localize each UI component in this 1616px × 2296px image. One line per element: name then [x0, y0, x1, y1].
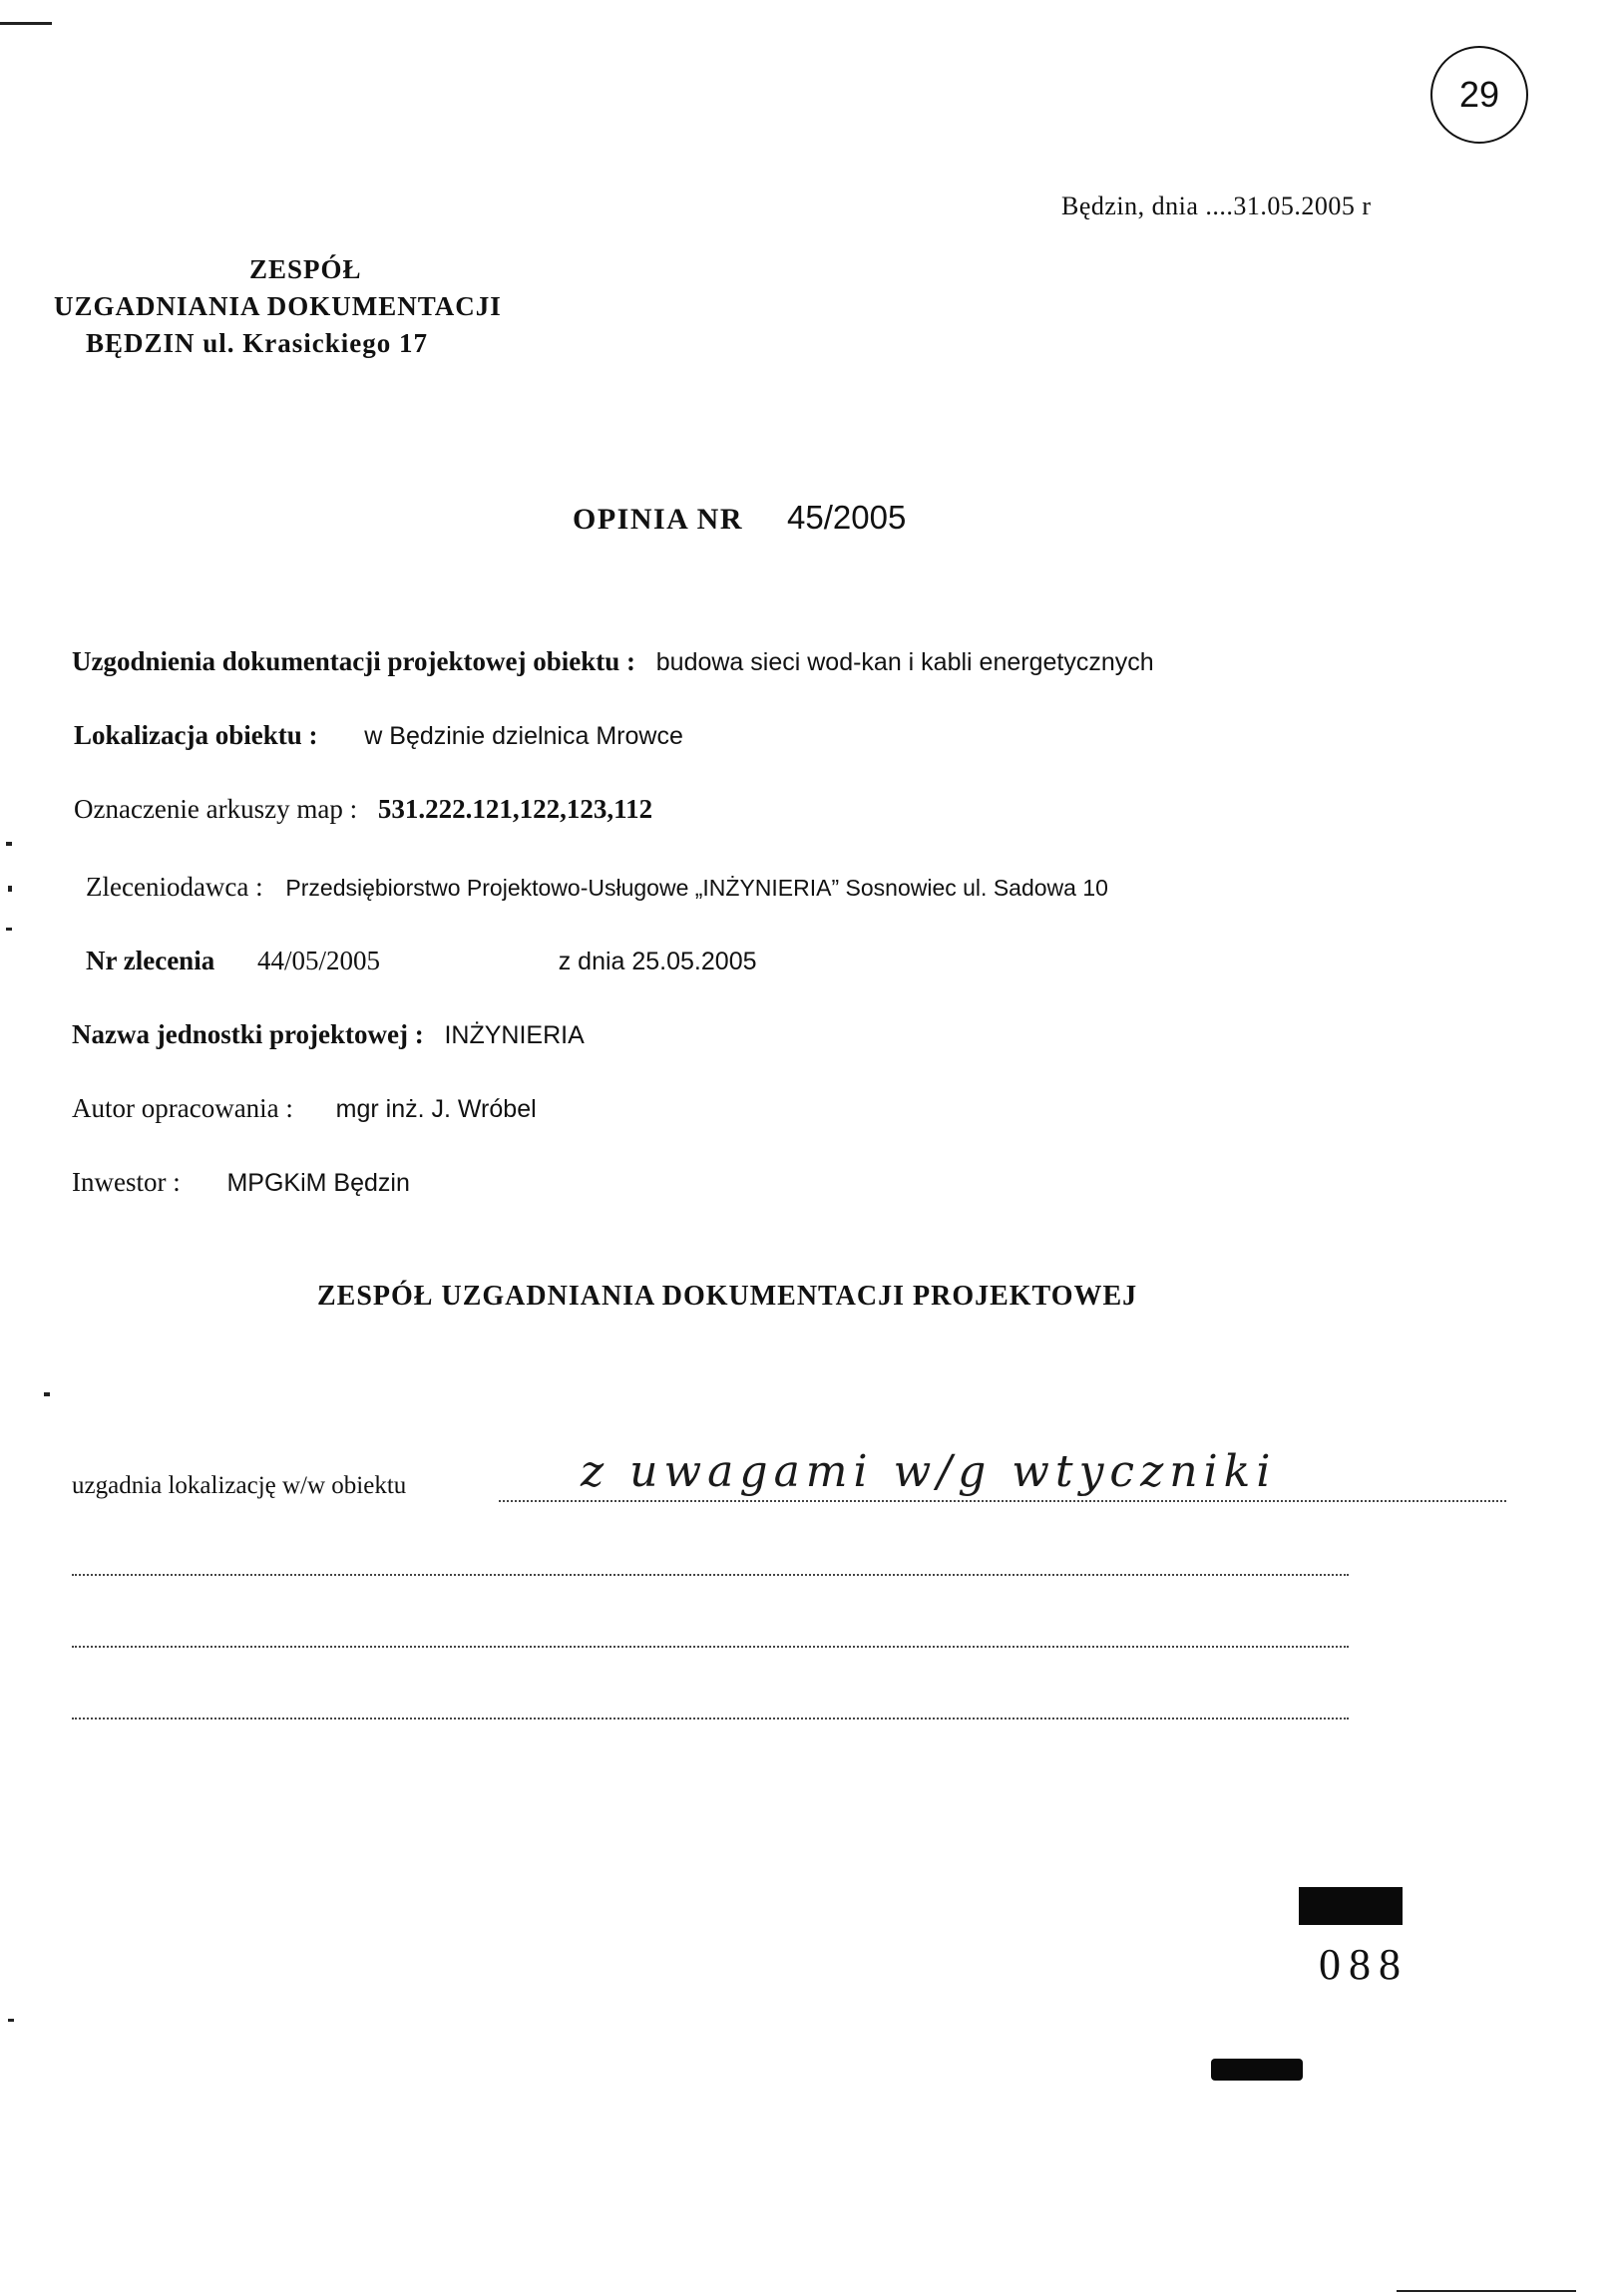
field-order-number	[86, 946, 757, 976]
scan-mark	[0, 22, 52, 25]
field-value: MPGKiM Będzin	[226, 1169, 410, 1197]
scan-mark	[1397, 2290, 1576, 2292]
opinion-label: OPINIA NR	[573, 503, 744, 536]
page-number-text: 29	[1458, 74, 1500, 115]
date-line: Będzin, dnia ....31.05.2005 r	[1061, 191, 1372, 220]
redaction-bar	[1299, 1887, 1403, 1925]
field-value: 44/05/2005	[256, 946, 380, 975]
field-value: 531.222.121,122,123,112	[377, 794, 653, 824]
field-value: Przedsiębiorstwo Projektowo-Usługowe „INŻYNIERIA” Sosnowiec ul. Sadowa 10	[285, 875, 1108, 901]
section-title: ZESPÓŁ UZGADNIANIA DOKUMENTACJI PROJEKTOWEJ	[317, 1281, 1138, 1312]
page-number	[1430, 46, 1528, 144]
stamp-number: 088	[1319, 1940, 1409, 1989]
field-value: INŻYNIERIA	[444, 1021, 585, 1049]
field-design-unit	[72, 1019, 585, 1050]
redaction-bar	[1211, 2059, 1303, 2081]
organization-city: BĘDZIN	[86, 328, 196, 358]
field-client	[86, 872, 1108, 903]
dotted-line	[72, 1646, 1349, 1648]
scan-mark	[6, 928, 12, 931]
field-value: mgr inż. J. Wróbel	[335, 1095, 537, 1123]
scan-mark	[8, 2019, 14, 2022]
field-label: Zleceniodawca :	[86, 872, 263, 902]
field-label: Nazwa jednostki projektowej :	[72, 1019, 424, 1049]
field-map-sheets	[74, 794, 652, 825]
field-investor	[72, 1167, 410, 1198]
field-label: Oznaczenie arkuszy map :	[74, 794, 358, 824]
dotted-line	[72, 1574, 1349, 1576]
organization-address: ul. Krasickiego 17	[195, 328, 429, 358]
field-label: Uzgodnienia dokumentacji projektowej obiektu :	[72, 646, 636, 676]
field-author	[72, 1093, 537, 1124]
opinion-number: 45/2005	[787, 499, 907, 536]
organization-line-1: ZESPÓŁ	[249, 254, 362, 284]
organization-line-3	[54, 325, 502, 362]
field-label: Inwestor :	[72, 1167, 181, 1197]
scan-mark	[8, 886, 12, 892]
field-value: w Będzinie dzielnica Mrowce	[364, 722, 683, 750]
field-location	[74, 720, 683, 751]
field-label: Nr zlecenia	[86, 946, 215, 975]
dotted-line	[499, 1500, 1506, 1502]
field-value: budowa sieci wod-kan i kabli energetycznych	[655, 648, 1154, 676]
agreement-label: uzgadnia lokalizację w/w obiektu	[72, 1472, 407, 1499]
field-order-date: z dnia 25.05.2005	[558, 948, 757, 975]
field-scope	[72, 646, 1154, 677]
scan-mark	[44, 1392, 50, 1396]
organization-header	[54, 251, 502, 362]
field-label: Autor opracowania :	[72, 1093, 293, 1123]
dotted-line	[72, 1718, 1349, 1720]
scan-mark	[6, 842, 12, 846]
opinion-title	[573, 499, 906, 537]
handwritten-note: z uwagami w/g wtyczniki	[581, 1446, 1277, 1497]
field-label: Lokalizacja obiektu :	[74, 720, 318, 750]
organization-line-2: UZGADNIANIA DOKUMENTACJI	[54, 291, 502, 321]
